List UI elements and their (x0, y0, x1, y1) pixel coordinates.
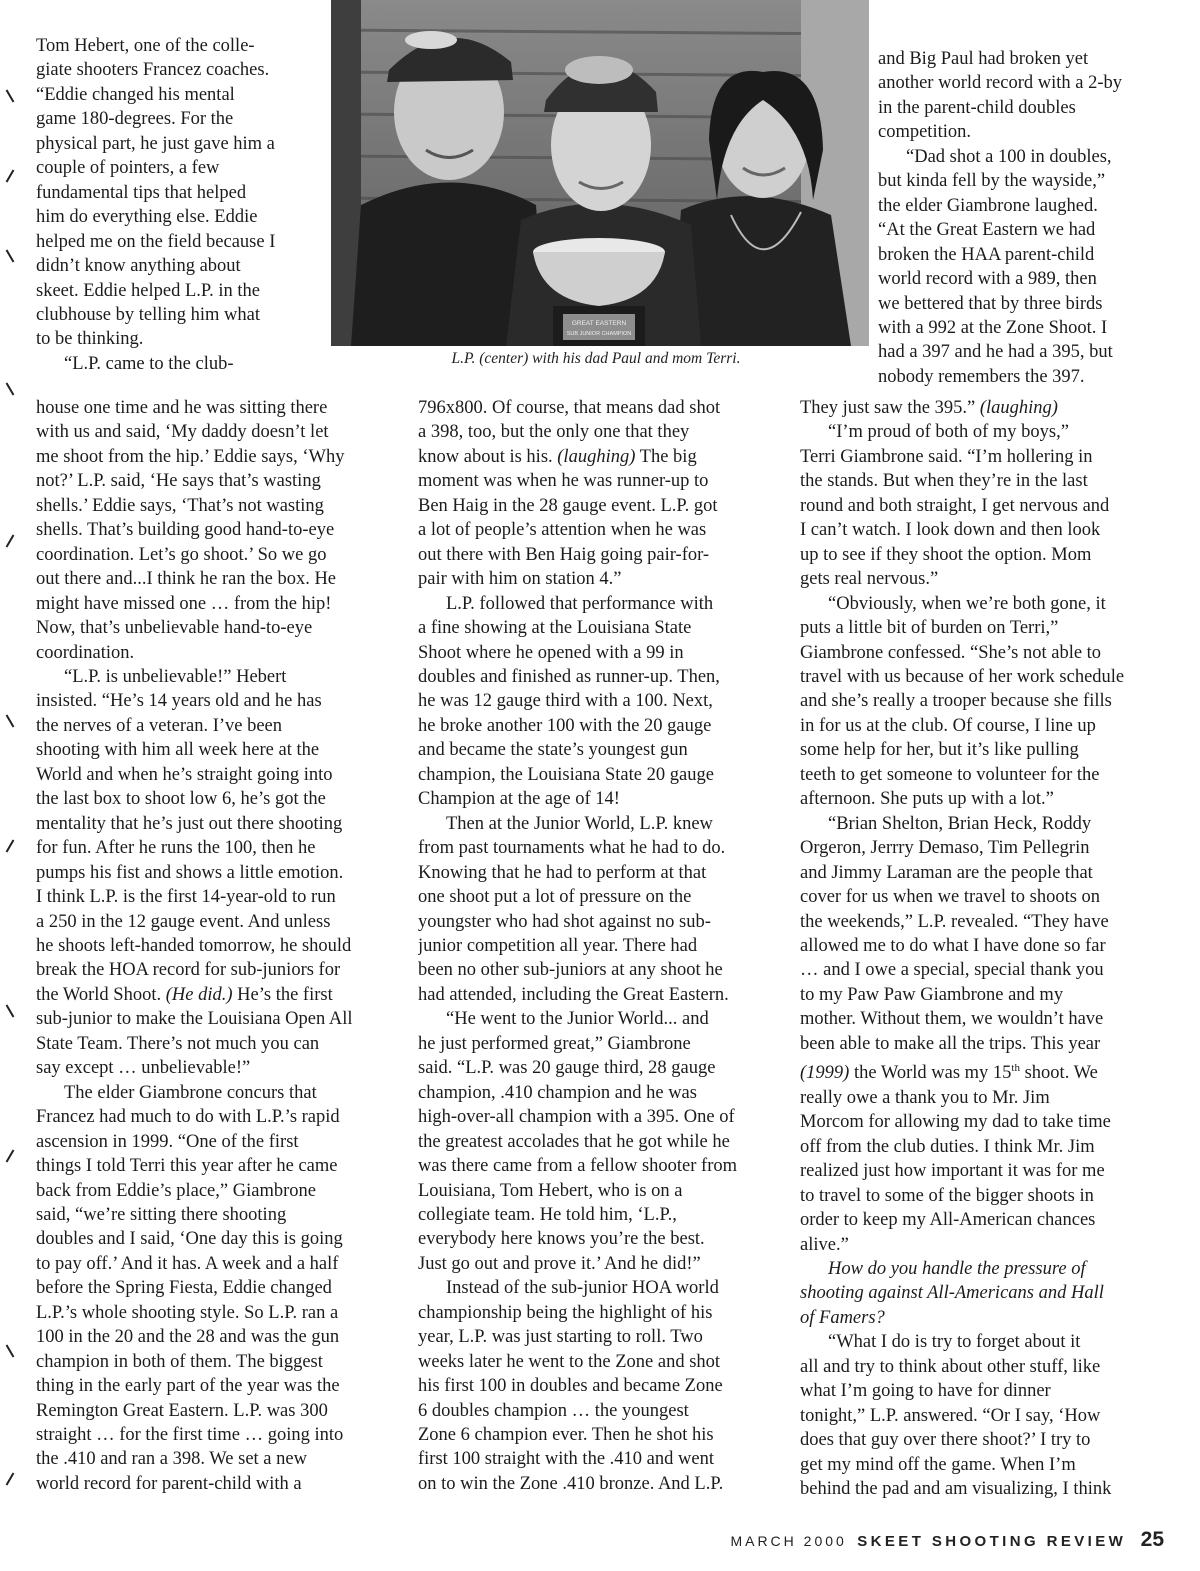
text-line: world record for parent-child with a (36, 1473, 302, 1494)
text-line: teeth to get someone to volunteer for the (800, 764, 1100, 785)
text-line: coordination. Let’s go shoot.’ So we go (36, 544, 327, 565)
page-number: 25 (1140, 1528, 1164, 1551)
text-line: competition. (878, 122, 971, 143)
text-line: helped me on the field because I (36, 231, 276, 252)
text-line: allowed me to do what I have done so far (800, 935, 1106, 956)
text-line: Giambrone confessed. “She’s not able to (800, 642, 1102, 663)
text-line: I think L.P. is the first 14-year-old to run (36, 887, 336, 908)
text-line: does that guy over there shoot?’ I try to (800, 1430, 1091, 1451)
text-line: gets real nervous.” (800, 569, 939, 590)
text-line: ascension in 1999. “One of the first (36, 1131, 299, 1152)
text-line: break the HOA record for sub-juniors for (36, 960, 341, 981)
text-line: things I told Terri this year after he came (36, 1156, 338, 1177)
text-line: mentality that he’s just out there shooting (36, 813, 343, 834)
text-line: fundamental tips that helped (36, 182, 247, 203)
text-line: of Famers? (800, 1307, 885, 1328)
text-line: might have missed one … from the hip! (36, 593, 332, 614)
text-line: “He went to the Junior World... and (446, 1009, 709, 1030)
text-line: said, “we’re sitting there shooting (36, 1204, 287, 1225)
text-line: didn’t know anything about (36, 256, 241, 277)
text-line: 796x800. Of course, that means dad shot (418, 398, 721, 418)
text-line: Zone 6 champion ever. Then he shot his (418, 1425, 714, 1446)
text-line: for fun. After he runs the 100, then he (36, 838, 316, 859)
text-line: world record with a 989, then (878, 269, 1097, 290)
text-line: been no other sub-juniors at any shoot he (418, 960, 723, 981)
text-line: Terri Giambrone said. “I’m hollering in (800, 446, 1093, 467)
text-line: all and try to think about other stuff, like (800, 1356, 1101, 1377)
text-line: before the Spring Fiesta, Eddie changed (36, 1278, 332, 1299)
text-line: “Obviously, when we’re both gone, it (828, 593, 1106, 614)
text-line: nobody remembers the 397. (878, 366, 1085, 387)
text-line: shells.’ Eddie says, ‘That’s not wasting (36, 495, 324, 516)
text-line: on to win the Zone .410 bronze. And L.P. (418, 1473, 724, 1494)
text-line: and Jimmy Laraman are the people that (800, 862, 1093, 883)
text-line: Louisiana, Tom Hebert, who is on a (418, 1180, 683, 1201)
text-line: to be thinking. (36, 329, 144, 350)
photo-illustration (331, 0, 869, 346)
text-line: a lot of people’s attention when he was (418, 520, 707, 541)
text-line: insisted. “He’s 14 years old and he has (36, 691, 322, 712)
text-line: one shoot put a lot of pressure on the (418, 887, 692, 908)
text-line: junior competition all year. There had (418, 935, 698, 956)
column-1-top (36, 34, 336, 376)
text-line: champion, the Louisiana State 20 gauge (418, 764, 714, 785)
text-line: clubhouse by telling him what (36, 304, 261, 325)
text-line: the greatest accolades that he got while he (418, 1131, 730, 1152)
text-line: thing in the early part of the year was the (36, 1376, 340, 1397)
text-line: some help for her, but it’s like pulling (800, 740, 1079, 761)
text-line: his first 100 in doubles and became Zone (418, 1376, 723, 1397)
text-line: the World Shoot. (He did.) He’s the first (36, 984, 333, 1005)
text-line: I can’t watch. I look down and then look (800, 520, 1101, 541)
text-line: mother. Without them, we wouldn’t have (800, 1009, 1104, 1030)
text-line: said. “L.P. was 20 gauge third, 28 gauge (418, 1058, 716, 1079)
text-line: what I’m going to have for dinner (800, 1381, 1051, 1402)
text-line: weeks later he went to the Zone and shot (418, 1351, 721, 1372)
text-line: Tom Hebert, one of the colle- (36, 36, 255, 56)
text-line: couple of pointers, a few (36, 158, 220, 179)
text-line: physical part, he just gave him a (36, 133, 275, 154)
text-line: puts a little bit of burden on Terri,” (800, 618, 1059, 639)
text-line: get my mind off the game. When I’m (800, 1454, 1076, 1475)
text-line: Francez had much to do with L.P.’s rapid (36, 1107, 340, 1128)
text-line: “Brian Shelton, Brian Heck, Roddy (828, 813, 1092, 834)
text-line: youngster who had shot against no sub- (418, 911, 711, 932)
photo-caption: L.P. (center) with his dad Paul and mom Terri. (451, 350, 741, 367)
text-line: the .410 and ran a 398. We set a new (36, 1449, 307, 1470)
text-line: “L.P. came to the club- (64, 353, 234, 374)
text-line: to travel to some of the bigger shoots in (800, 1185, 1094, 1206)
text-line: off from the club duties. I think Mr. Jim (800, 1136, 1095, 1157)
text-line: Then at the Junior World, L.P. knew (446, 813, 713, 834)
text-line: realized just how important it was for me (800, 1161, 1105, 1182)
text-line: straight … for the first time … going into (36, 1425, 344, 1446)
text-line: he broke another 100 with the 20 gauge (418, 715, 712, 736)
text-line: alive.” (800, 1234, 849, 1255)
text-line: Knowing that he had to perform at that (418, 862, 707, 883)
text-line: “Dad shot a 100 in doubles, (906, 146, 1112, 167)
text-line: really owe a thank you to Mr. Jim (800, 1087, 1050, 1108)
text-line: pair with him on station 4.” (418, 569, 622, 590)
text-line: with us and said, ‘My daddy doesn’t let (36, 422, 329, 443)
text-line: “Eddie changed his mental (36, 84, 235, 105)
text-line: behind the pad and am visualizing, I think (800, 1479, 1112, 1500)
text-line: Just go out and prove it.’ And he did!” (418, 1253, 701, 1274)
text-line: moment was when he was runner-up to (418, 471, 709, 492)
text-line: back from Eddie’s place,” Giambrone (36, 1180, 316, 1201)
text-line: say except … unbelievable!” (36, 1058, 251, 1079)
text-line: the elder Giambrone laughed. (878, 195, 1098, 216)
text-line: round and both straight, I get nervous and (800, 495, 1110, 516)
text-line: cover for us when we travel to shoots on (800, 887, 1101, 908)
text-line: and Big Paul had broken yet (878, 49, 1089, 69)
text-line: pumps his fist and shows a little emotion. (36, 862, 344, 883)
column-1-bottom (36, 396, 408, 1496)
text-line: everybody here knows you’re the best. (418, 1229, 705, 1250)
text-line: another world record with a 2-by (878, 73, 1123, 94)
text-line: not?’ L.P. said, ‘He says that’s wasting (36, 471, 321, 492)
text-line: the nerves of a veteran. I’ve been (36, 715, 283, 736)
text-line: Instead of the sub-junior HOA world (446, 1278, 719, 1299)
text-line: World and when he’s straight going into (36, 764, 333, 785)
text-line: L.P.’s whole shooting style. So L.P. ran a (36, 1302, 339, 1323)
trophy-plaque-line1: GREAT EASTERN (571, 320, 627, 327)
text-line: the stands. But when they’re in the last (800, 471, 1088, 492)
text-line: champion in both of them. The biggest (36, 1351, 323, 1372)
text-line: coordination. (36, 642, 135, 663)
text-line: he just performed great,” Giambrone (418, 1033, 691, 1054)
text-line: How do you handle the pressure of (828, 1259, 1086, 1280)
text-line: championship being the highlight of his (418, 1302, 713, 1323)
text-line: L.P. followed that performance with (446, 593, 714, 614)
text-line: in the parent-child doubles (878, 97, 1076, 118)
text-line: sub-junior to make the Louisiana Open All (36, 1009, 353, 1030)
text-line: out there with Ben Haig going pair-for- (418, 544, 710, 565)
text-line: we bettered that by three birds (878, 293, 1103, 314)
text-line: had attended, including the Great Eastern. (418, 984, 729, 1005)
text-line: shooting with him all week here at the (36, 740, 320, 761)
text-line: me shoot from the hip.’ Eddie says, ‘Why (36, 446, 345, 467)
text-line: 100 in the 20 and the 28 and was the gun (36, 1327, 340, 1348)
text-line: Shoot where he opened with a 99 in (418, 642, 684, 663)
text-line: Ben Haig in the 28 gauge event. L.P. got (418, 495, 718, 516)
column-3-bottom (800, 396, 1172, 1502)
text-line: Now, that’s unbelievable hand-to-eye (36, 618, 313, 639)
text-line: (1999) the World was my 15th shoot. We (800, 1062, 1098, 1084)
text-line: been able to make all the trips. This year (800, 1033, 1101, 1054)
text-line: house one time and he was sitting there (36, 398, 328, 418)
text-line: State Team. There’s not much you can (36, 1033, 320, 1054)
issue-date: MARCH 2000 (730, 1533, 847, 1549)
text-line: to pay off.’ And it has. A week and a half (36, 1253, 339, 1274)
text-line: out there and...I think he ran the box. He (36, 569, 337, 590)
text-line: up to see if they shoot the option. Mom (800, 544, 1092, 565)
text-line: “I’m proud of both of my boys,” (828, 422, 1069, 443)
text-line: and she’s really a trooper because she fills (800, 691, 1112, 712)
text-line: from past tournaments what he had to do. (418, 838, 726, 859)
text-line: him do everything else. Eddie (36, 207, 258, 228)
text-line: travel with us because of her work schedule (800, 666, 1125, 687)
text-line: but kinda fell by the wayside,” (878, 171, 1106, 192)
text-line: the last box to shoot low 6, he’s got the (36, 789, 326, 810)
text-line: doubles and I said, ‘One day this is going (36, 1229, 343, 1250)
magazine-name: SKEET SHOOTING REVIEW (857, 1533, 1127, 1550)
text-line: Morcom for allowing my dad to take time (800, 1112, 1111, 1133)
text-line: 6 doubles champion … the youngest (418, 1400, 689, 1421)
text-line: a fine showing at the Louisiana State (418, 618, 692, 639)
text-line: game 180-degrees. For the (36, 109, 234, 130)
text-line: shooting against All-Americans and Hall (800, 1283, 1104, 1304)
text-line: he shoots left-handed tomorrow, he should (36, 935, 352, 956)
text-line: Champion at the age of 14! (418, 789, 620, 810)
page-footer (730, 1528, 1164, 1552)
text-line: tonight,” L.P. answered. “Or I say, ‘How (800, 1405, 1101, 1426)
text-line: know about is his. (laughing) The big (418, 446, 697, 467)
text-line: had a 397 and he had a 395, but (878, 342, 1113, 363)
text-line: doubles and finished as runner-up. Then, (418, 666, 720, 687)
text-line: shells. That’s building good hand-to-eye (36, 520, 335, 541)
text-line: and became the state’s youngest gun (418, 740, 688, 761)
trophy-plaque-line2: SUB JUNIOR CHAMPION (566, 331, 632, 337)
text-line: They just saw the 395.” (laughing) (800, 398, 1058, 418)
text-line: skeet. Eddie helped L.P. in the (36, 280, 261, 301)
text-line: in for us at the club. Of course, I line up (800, 715, 1096, 736)
text-line: with a 992 at the Zone Shoot. I (878, 317, 1108, 338)
text-line: order to keep my All-American chances (800, 1210, 1096, 1231)
text-line: to my Paw Paw Giambrone and my (800, 984, 1064, 1005)
text-line: collegiate team. He told him, ‘L.P., (418, 1204, 677, 1225)
text-line: a 250 in the 12 gauge event. And unless (36, 911, 331, 932)
text-line: … and I owe a special, special thank you (800, 960, 1104, 981)
scan-edge-marks (0, 0, 20, 1571)
text-line: “At the Great Eastern we had (878, 220, 1096, 241)
text-line: a 398, too, but the only one that they (418, 422, 690, 443)
text-line: first 100 straight with the .410 and went (418, 1449, 714, 1470)
text-line: broken the HAA parent-child (878, 244, 1095, 265)
text-line: high-over-all champion with a 395. One of (418, 1107, 735, 1128)
column-3-top (878, 47, 1168, 389)
family-photo (331, 0, 869, 346)
text-line: Remington Great Eastern. L.P. was 300 (36, 1400, 328, 1421)
text-line: afternoon. She puts up with a lot.” (800, 789, 1054, 810)
text-line: giate shooters Francez coaches. (36, 60, 270, 81)
column-2 (418, 396, 790, 1496)
text-line: the weekends,” L.P. revealed. “They have (800, 911, 1109, 932)
text-line: year, L.P. was just starting to roll. Two (418, 1327, 703, 1348)
text-line: “What I do is try to forget about it (828, 1332, 1081, 1353)
text-line: Orgeron, Jerrry Demaso, Tim Pellegrin (800, 838, 1090, 859)
text-line: champion, .410 champion and he was (418, 1082, 697, 1103)
text-line: “L.P. is unbelievable!” Hebert (64, 666, 287, 687)
text-line: was there came from a fellow shooter from (418, 1156, 737, 1177)
text-line: he was 12 gauge third with a 100. Next, (418, 691, 713, 712)
text-line: The elder Giambrone concurs that (64, 1082, 317, 1103)
